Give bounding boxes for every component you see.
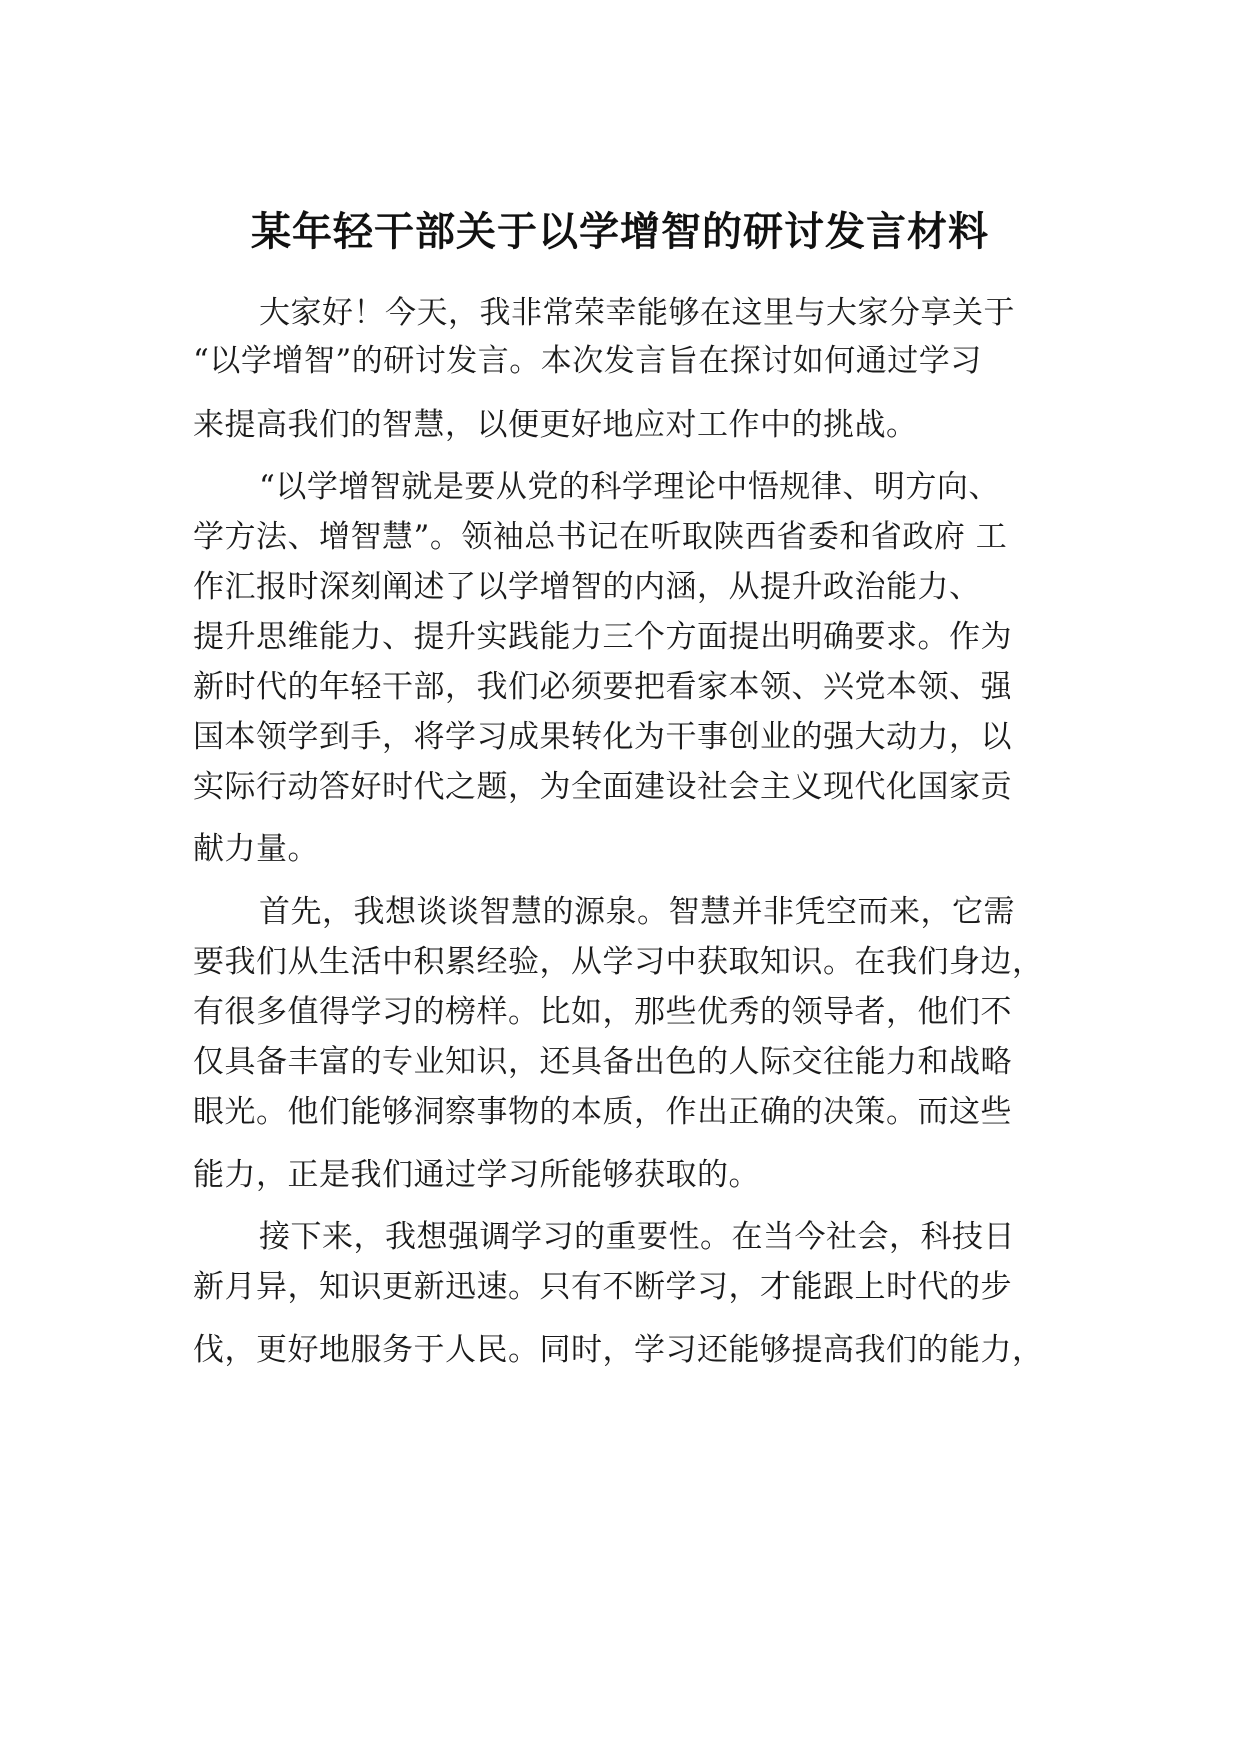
paragraph-line: 首先，我想谈谈智慧的源泉。智慧并非凭空而来，它需 bbox=[259, 894, 1015, 930]
paragraph-line: 新月异，知识更新迅速。只有不断学习，才能跟上时代的步 bbox=[193, 1269, 1012, 1305]
paragraph-line: 国本领学到手，将学习成果转化为干事创业的强大动力，以 bbox=[193, 719, 1012, 755]
paragraph-line: 接下来，我想强调学习的重要性。在当今社会，科技日 bbox=[259, 1219, 1015, 1255]
paragraph-line: 能力，正是我们通过学习所能够获取的。 bbox=[193, 1157, 760, 1193]
paragraph-line: 伐，更好地服务于人民。同时，学习还能够提高我们的能力， bbox=[193, 1332, 1044, 1368]
paragraph-line: 眼光。他们能够洞察事物的本质，作出正确的决策。而这些 bbox=[193, 1094, 1012, 1130]
paragraph-line: 大家好！今天，我非常荣幸能够在这里与大家分享关于 bbox=[259, 295, 1015, 331]
document-title: 某年轻干部关于以学增智的研讨发言材料 bbox=[251, 209, 989, 255]
paragraph-line: 仅具备丰富的专业知识，还具备出色的人际交往能力和战略 bbox=[193, 1044, 1012, 1080]
paragraph-line: 献力量。 bbox=[193, 831, 319, 867]
paragraph-line: “以学增智就是要从党的科学理论中悟规律、明方向、 bbox=[259, 469, 1000, 505]
paragraph-line: 来提高我们的智慧，以便更好地应对工作中的挑战。 bbox=[193, 407, 918, 443]
paragraph-line: 有很多值得学习的榜样。比如，那些优秀的领导者，他们不 bbox=[193, 994, 1012, 1030]
paragraph-line: 提升思维能力、提升实践能力三个方面提出明确要求。作为 bbox=[193, 619, 1012, 655]
paragraph-line: 要我们从生活中积累经验，从学习中获取知识。在我们身边， bbox=[193, 944, 1044, 980]
paragraph-line: 作汇报时深刻阐述了以学增智的内涵，从提升政治能力、 bbox=[193, 569, 981, 605]
paragraph-line: 学方法、增智慧”。领袖总书记在听取陕西省委和省政府 工 bbox=[193, 519, 1008, 555]
paragraph-line: 新时代的年轻干部，我们必须要把看家本领、兴党本领、强 bbox=[193, 669, 1012, 705]
paragraph-line: 实际行动答好时代之题，为全面建设社会主义现代化国家贡 bbox=[193, 769, 1012, 805]
paragraph-line: “以学增智”的研讨发言。本次发言旨在探讨如何通过学习 bbox=[193, 343, 982, 379]
